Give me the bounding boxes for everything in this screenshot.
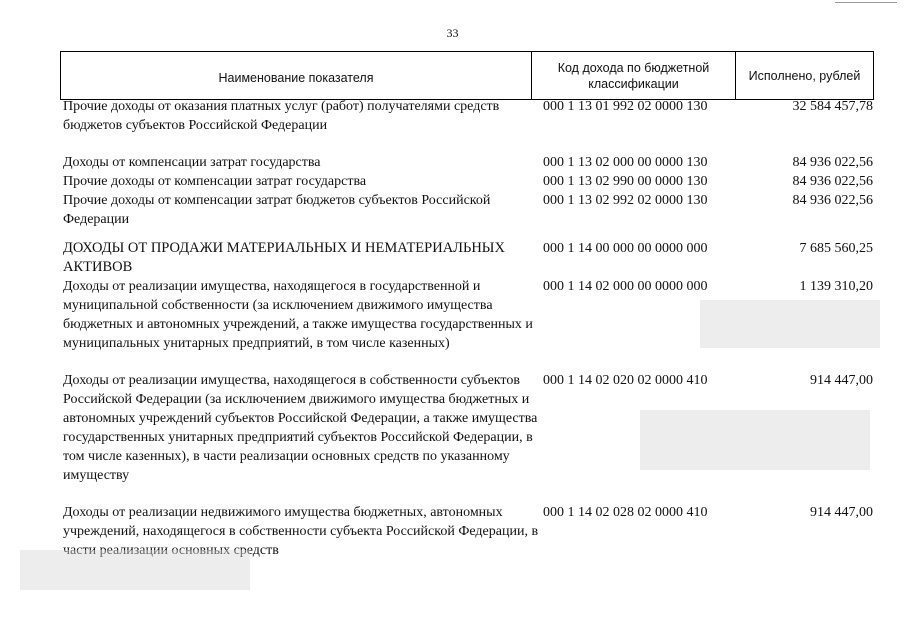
row-code: 000 1 14 00 000 00 0000 000 (543, 241, 708, 256)
row-name: Доходы от реализации имущества, находящегося в государственной и муниципальной собственности (за исключением движимого имущества бюджетных и автономных учреждений, а также имущества государственных и муниципальных унитарных предприятий, в том числе казенных) (63, 279, 533, 351)
row-amount: 914 447,00 (810, 373, 873, 388)
table-row (63, 172, 873, 191)
table-row (63, 191, 873, 229)
row-amount: 84 936 022,56 (792, 174, 873, 189)
row-name: Доходы от компенсации затрат государства (63, 155, 321, 170)
row-name: Прочие доходы от оказания платных услуг (работ) получателями средств бюджетов субъектов Российской Федерации (63, 99, 500, 133)
row-code: 000 1 14 02 020 02 0000 410 (543, 373, 708, 388)
table-row (63, 239, 873, 277)
row-code: 000 1 14 02 000 00 0000 000 (543, 279, 708, 294)
row-amount: 84 936 022,56 (792, 155, 873, 170)
row-amount: 84 936 022,56 (792, 193, 873, 208)
header-code: Код дохода по бюджетной классификации (531, 52, 736, 99)
header-amount: Исполнено, рублей (748, 68, 861, 83)
table-row (63, 97, 873, 135)
row-name: Прочие доходы от компенсации затрат государства (63, 174, 367, 189)
row-name: Доходы от реализации недвижимого имущества бюджетных, автономных учреждений, находящегося в собственности субъекта Российской Федерации, в части реализации основных средств (63, 505, 539, 558)
corner-rule (835, 2, 897, 3)
table-row (63, 153, 873, 172)
row-code: 000 1 13 02 990 00 0000 130 (543, 174, 708, 189)
page-number: 33 (446, 26, 459, 40)
row-amount: 32 584 457,78 (792, 99, 873, 114)
row-code: 000 1 14 02 028 02 0000 410 (543, 505, 708, 520)
row-amount: 914 447,00 (810, 505, 873, 520)
row-code: 000 1 13 02 992 02 0000 130 (543, 193, 708, 208)
scan-noise (700, 300, 880, 348)
scan-noise (20, 550, 250, 590)
row-name: ДОХОДЫ ОТ ПРОДАЖИ МАТЕРИАЛЬНЫХ И НЕМАТЕРИАЛЬНЫХ АКТИВОВ (63, 240, 505, 275)
header-name: Наименование показателя (218, 70, 374, 85)
row-code: 000 1 13 02 000 00 0000 130 (543, 155, 708, 170)
row-name: Доходы от реализации имущества, находящегося в собственности субъектов Российской Федерации (за исключением движимого имущества бюджетных и автономных учреждений субъектов Российской Федерации, а также имущества государственных унитарных предприятий субъектов Российской Федерации, в том числе казенных), в части реализации основных средств по указанному имуществу (63, 373, 538, 483)
row-name: Прочие доходы от компенсации затрат бюджетов субъектов Российской Федерации (63, 193, 491, 227)
row-code: 000 1 13 01 992 02 0000 130 (543, 99, 708, 114)
row-amount: 7 685 560,25 (799, 241, 873, 256)
row-amount: 1 139 310,20 (799, 279, 873, 294)
scan-noise (640, 410, 870, 470)
table-header (60, 51, 874, 100)
